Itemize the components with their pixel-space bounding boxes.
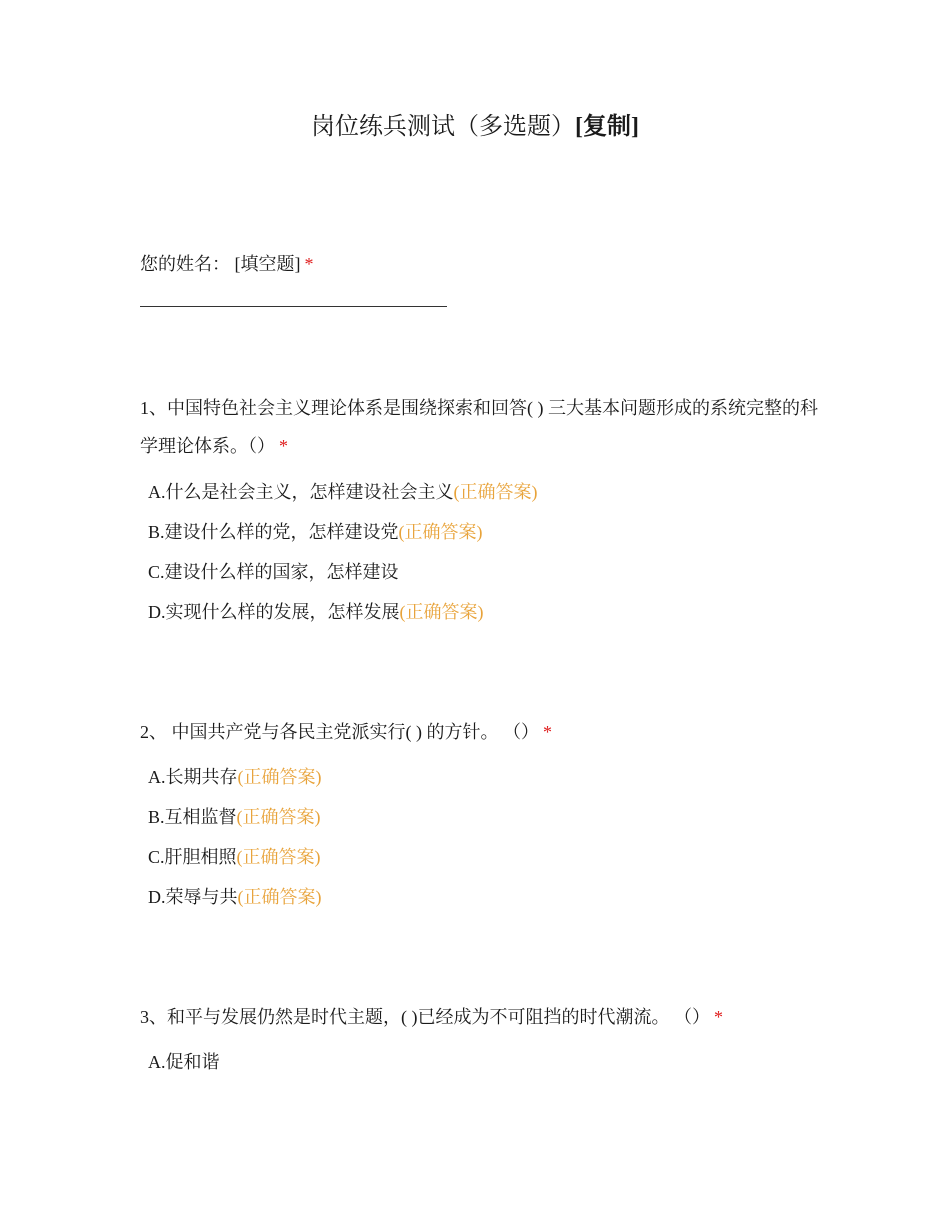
correct-answer-label: (正确答案): [453, 482, 538, 502]
survey-title: [0, 110, 950, 144]
survey-title-text: 岗位练兵测试（多选题）: [311, 114, 575, 140]
question-type-tag: [填空题]: [234, 254, 301, 274]
option-3a: [148, 1048, 220, 1076]
option-2d: [148, 883, 322, 911]
name-question-label: 您的姓名：: [140, 254, 230, 274]
required-mark: *: [543, 722, 552, 742]
required-mark: *: [304, 254, 314, 274]
option-2b: [148, 803, 321, 831]
option-2c: [148, 843, 321, 871]
question-2: [140, 713, 820, 751]
question-1-text: 1、中国特色社会主义理论体系是围绕探索和回答( ) 三大基本问题形成的系统完整的科学理论体系。（）: [140, 398, 818, 456]
option-text: D.实现什么样的发展，怎样发展: [148, 602, 400, 622]
option-text: C.建设什么样的国家，怎样建设: [148, 562, 399, 582]
option-1d: [148, 598, 484, 626]
question-1: [140, 389, 820, 465]
option-text: A.长期共存: [148, 767, 238, 787]
name-input-line[interactable]: [140, 306, 447, 307]
option-text: D.荣辱与共: [148, 887, 238, 907]
question-2-text: 2、 中国共产党与各民主党派实行( ) 的方针。 （）: [140, 722, 539, 742]
correct-answer-label: (正确答案): [398, 522, 483, 542]
question-3-text: 3、和平与发展仍然是时代主题，( )已经成为不可阻挡的时代潮流。 （）: [140, 1007, 710, 1027]
name-question: [140, 250, 314, 278]
correct-answer-label: (正确答案): [236, 847, 321, 867]
copy-tag: [复制]: [575, 114, 639, 140]
option-text: B.互相监督: [148, 807, 237, 827]
option-1a: [148, 478, 538, 506]
option-2a: [148, 763, 322, 791]
option-1c: [148, 558, 399, 586]
option-text: A.什么是社会主义，怎样建设社会主义: [148, 482, 454, 502]
correct-answer-label: (正确答案): [237, 767, 322, 787]
option-1b: [148, 518, 483, 546]
correct-answer-label: (正确答案): [237, 887, 322, 907]
option-text: C.肝胆相照: [148, 847, 237, 867]
option-text: B.建设什么样的党，怎样建设党: [148, 522, 399, 542]
correct-answer-label: (正确答案): [399, 602, 484, 622]
required-mark: *: [714, 1007, 723, 1027]
question-3: [140, 998, 820, 1036]
correct-answer-label: (正确答案): [236, 807, 321, 827]
required-mark: *: [279, 436, 288, 456]
option-text: A.促和谐: [148, 1052, 220, 1072]
